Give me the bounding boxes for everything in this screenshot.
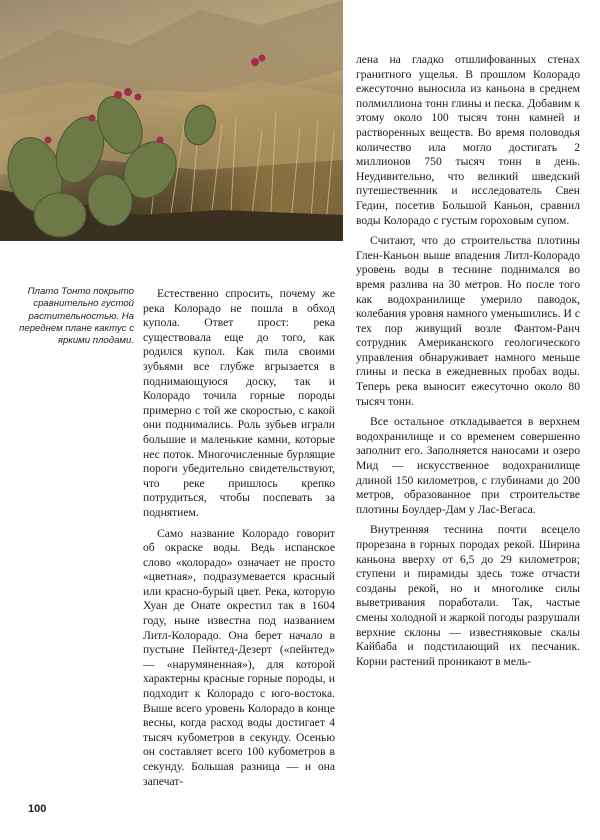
- cactus-photo: [0, 0, 343, 241]
- paragraph: Внутренняя теснина почти всецело прорезана в горных породах рекой. Ширина каньона вверху от 6,5 до 29 километров; ступени и пирамиды здесь тоже отчасти созданы рекой, но и многолике силы выветривания поработали. Так, частые смены холодной и жаркой погоды разрушали верхние склоны — известняковые скалы Кайбаба и подстилающий их песчаник. Корни растений проникают в мель-: [356, 523, 580, 668]
- paragraph: Естественно спросить, почему же река Колорадо не пошла в обход купола. Ответ прост: река существовала еще до того, как родился купол. Как пила своими зубьями все глубже вгрызается в поднимающуюся доску, так и Колорадо точила горные породы примерно с той же скоростью, с какой они поднимались. Роль зубьев играли большие и маленькие камни, которые нес поток. Многочисленные бурлящие пороги убедительно свидетельствуют, что реке пришлось крепко потрудиться, чтобы поспевать за поднятием.: [143, 287, 335, 519]
- paragraph: Считают, что до строительства плотины Глен-Каньон выше впадения Литл-Колорадо уровень воды в теснине поднимался во время разлива на 30 метров. Но после того как водохранилище умерило паводок, колебания уровня намного уменьшились. И с тех пор живущий возле Фантом-Ранч сотрудник Американского геологического управления обнаруживает намного меньше глины и песка в ежедневных пробах воды. Теперь река выносит ежесуточно около 80 тысяч тонн.: [356, 234, 580, 408]
- paragraph: лена на гладко отшлифованных стенах гранитного ущелья. В прошлом Колорадо ежесуточно выносила из каньона в среднем полмиллиона тонн глины и песка. Добавим к этому около 100 тысяч тонн камней и растворенных веществ. Во время половодья количество ила могло достигать 2 миллионов 750 тысяч тонн в день. Неудивительно, что великий шведский путешественник и исследователь Свен Гедин, посетив Большой Каньон, сравнил воды Колорадо с густым гороховым супом.: [356, 53, 580, 227]
- photo-caption: Плато Тонто покрыто сравнительно густой растительностью. На переднем плане кактус с яркими плодами.: [19, 286, 134, 347]
- page-number: 100: [28, 803, 47, 815]
- text-column-right: [356, 53, 580, 669]
- cactus-illustration: [0, 0, 343, 241]
- text-column-middle: [143, 287, 335, 789]
- paragraph: Все остальное откладывается в верхнем водохранилище и со временем совершенно заполнит его. Заполняется наносами и озеро Мид — искусственное водохранилище длиной 150 километров, с глубинами до 200 метров, образованное при строительстве плотины Боулдер-Дам у Лас-Вегаса.: [356, 415, 580, 516]
- paragraph: Само название Колорадо говорит об окраске воды. Ведь испанское слово «колорадо» означает не просто «цветная», подразумевается красный или красно-бурый цвет. Река, которую Хуан де Онате окрестил так в 1604 году, ныне известна под названием Литл-Колорадо. Она берет начало в пустыне Пейнтед-Дезерт («пейнтед» — «нарумяненная»), для которой характерны красные горные породы, и подходит к Колорадо с юго-востока. Выше всего уровень Колорадо в конце весны, когда расход воды достигает 4 тысяч кубометров в секунду. Осенью он составляет всего 100 кубометров в секунду. Большая разница — и она запечат-: [143, 526, 335, 788]
